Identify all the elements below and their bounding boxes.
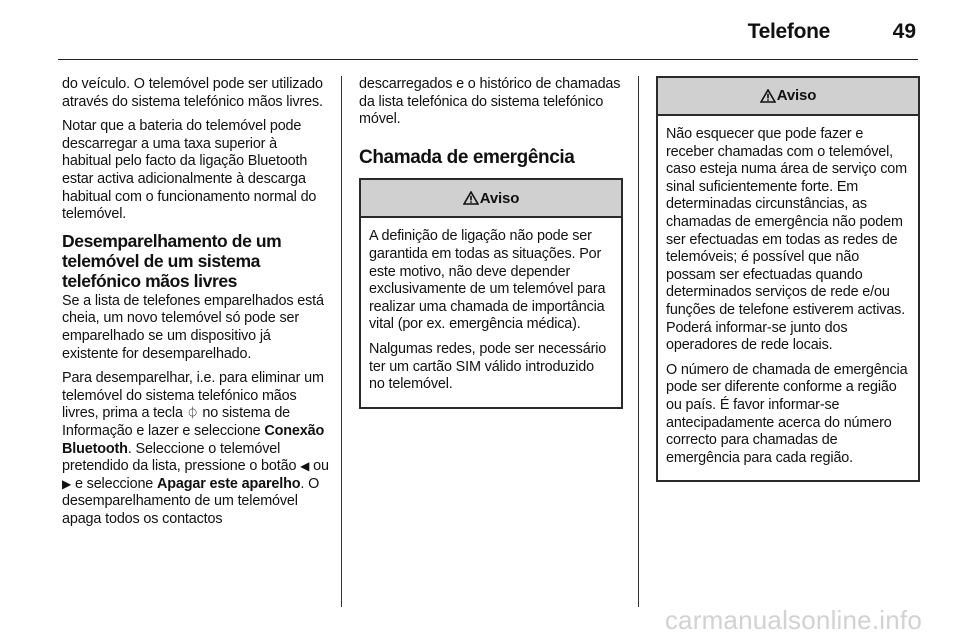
paragraph: A definição de ligação não pode ser garantida em todas as situações. Por este motivo, não deve depender exclusivamente de um telemóvel para realizar uma chamada de importância vital (por ex. emergência médica). [369, 228, 606, 333]
text: Para desemparelhar, i.e. para eliminar um telemóvel do sistema telefónico mãos livres, prima a tecla [62, 370, 324, 422]
warning-icon [760, 89, 776, 103]
phone-key-icon: ⏀ [186, 406, 199, 421]
warning-header [658, 78, 918, 116]
section-heading-emergency: Chamada de emergência [359, 146, 575, 168]
warning-box-emergency-networks [656, 76, 920, 482]
text: . O desemparelhamento de um telemóvel apaga todos os contactos [62, 475, 320, 527]
header-divider [58, 59, 918, 60]
paragraph: descarregados e o histórico de chamadas da lista telefónica do sistema telefónico móvel. [359, 76, 621, 128]
menu-item-bluetooth: Conexão Bluetooth [62, 422, 325, 457]
paragraph: Nalgumas redes, pode ser necessário ter um cartão SIM válido introduzido no telemóvel. [369, 340, 607, 393]
menu-item-delete-device: Apagar este aparelho [157, 475, 301, 492]
column-1 [62, 76, 330, 535]
warning-body [361, 218, 621, 406]
paragraph: do veículo. O telemóvel pode ser utilizado através do sistema telefónico mãos livres. [62, 76, 323, 110]
text: no sistema de Informação e lazer e seleccione [62, 405, 291, 439]
paragraph-unpair-steps [62, 370, 330, 528]
text: . Seleccione o telemóvel pretendido da lista, pressione o botão [62, 440, 297, 475]
paragraph: Se a lista de telefones emparelhados está cheia, um novo telemóvel só pode ser emparelhado se um dispositivo já existente for desemparelhado. [62, 292, 324, 362]
watermark: carmanualsonline.info [664, 605, 922, 635]
paragraph: O número de chamada de emergência pode ser diferente conforme a região ou país. É favor informar-se antecipadamente acerca do número correcto para chamadas de emergência para cada região. [666, 361, 908, 466]
warning-title: Aviso [776, 87, 817, 105]
warning-body [658, 116, 918, 480]
warning-header [361, 180, 621, 218]
column-2 [359, 76, 625, 409]
column-divider [638, 76, 639, 607]
page-number: 49 [892, 20, 916, 43]
arrow-left-icon: ◀ [300, 459, 310, 474]
arrow-right-icon: ▶ [62, 476, 72, 491]
paragraph: Não esquecer que pode fazer e receber chamadas com o telemóvel, caso esteja numa área de serviço com sinal suficientemente forte. Em determinadas circunstâncias, as chamadas de emergência não podem ser efectuadas em todas as redes de telemóveis; é possível que não possam ser efectuadas quando determinados serviços de rede e/ou funções de telefone estiverem activas. Poderá informar-se junto dos operadores de rede locais. [666, 126, 907, 354]
warning-box [359, 178, 623, 408]
section-heading-unpair: Desemparelhamento de um telemóvel de um sistema telefónico mãos livres [62, 230, 282, 291]
warning-title: Aviso [479, 189, 520, 207]
column-divider [341, 76, 342, 607]
paragraph: Notar que a bateria do telemóvel pode descarregar a uma taxa superior à habitual pelo facto da ligação Bluetooth estar activa adicionalmente à descarga habitual com o funcionamento normal do telemóvel. [62, 118, 317, 223]
page-header-title: Telefone [747, 20, 830, 43]
warning-icon [463, 191, 479, 205]
text: ou [313, 458, 329, 475]
text: e seleccione [74, 475, 154, 492]
